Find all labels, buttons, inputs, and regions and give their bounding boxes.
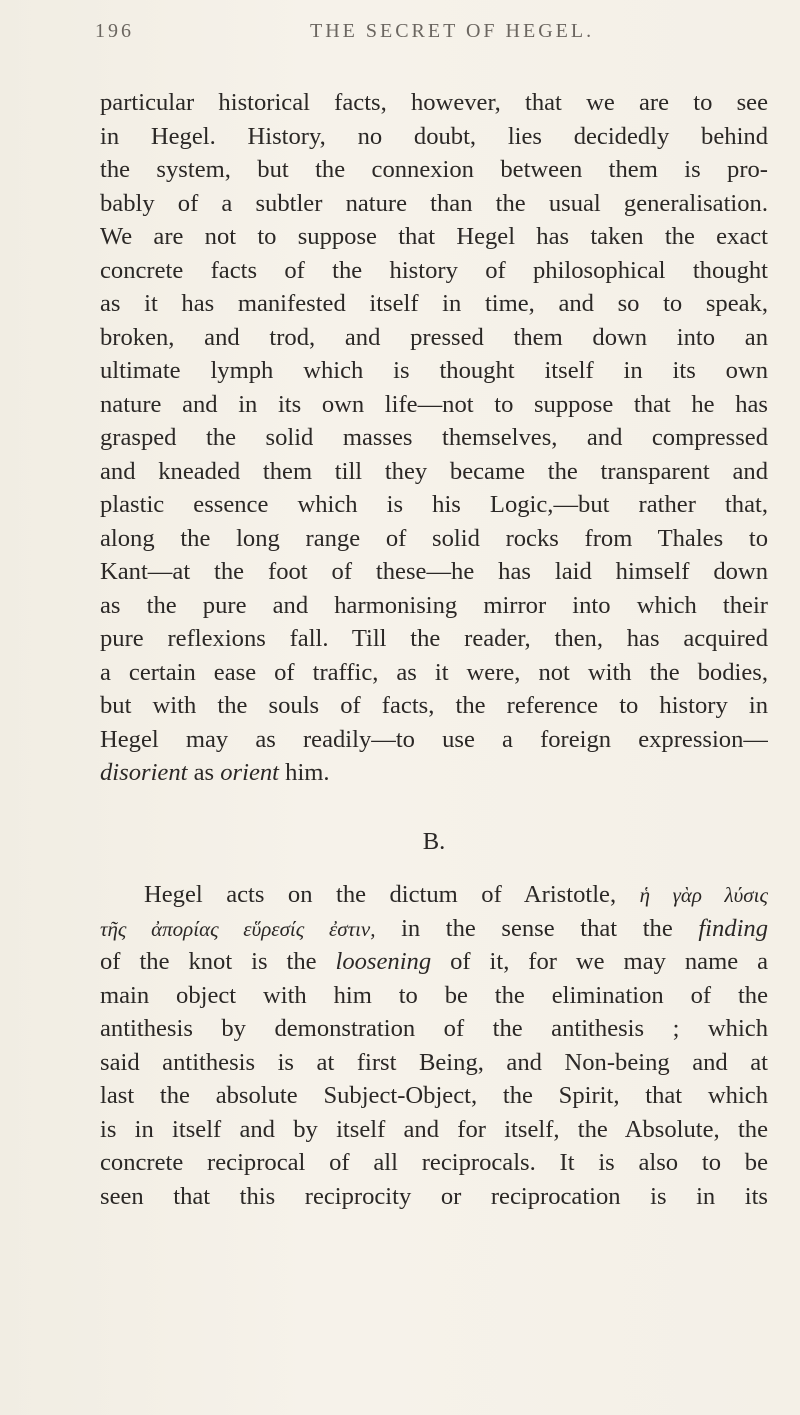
text-line: main object with him to be the elimination of the: [100, 981, 768, 1009]
text-line: nature and in its own life—not to suppose that he has: [100, 390, 768, 418]
text-fragment: of it, for we may name a: [431, 948, 768, 975]
text-line: the system, but the connexion between them is pro-: [100, 156, 768, 183]
text-line: [100, 756, 768, 790]
italic-word: loosening: [335, 948, 432, 975]
text-line: as it has manifested itself in time, and so to speak,: [100, 290, 768, 317]
italic-word: finding: [698, 914, 768, 942]
text-line: [100, 878, 768, 912]
page-header: [95, 20, 760, 50]
text-line: a certain ease of traffic, as it were, not with the bodies,: [100, 658, 768, 686]
text-line: but with the souls of facts, the reference to history in: [100, 692, 768, 719]
text-line: particular historical facts, however, that we are to see: [100, 89, 768, 116]
running-title: THE SECRET OF HEGEL.: [310, 20, 595, 42]
text-line: Kant—at the foot of these—he has laid himself down: [100, 558, 768, 585]
page-number: 196: [95, 20, 134, 42]
text-line: bably of a subtler nature than the usual generalisation.: [100, 189, 768, 217]
text-line: We are not to suppose that Hegel has taken the exact: [100, 223, 768, 250]
paragraph-2: [100, 878, 768, 1213]
text-line: said antithesis is at first Being, and Non-being and at: [100, 1048, 768, 1076]
text-line: as the pure and harmonising mirror into which their: [100, 591, 768, 619]
text-fragment: in the sense that the: [375, 914, 699, 942]
text-line: and kneaded them till they became the transparent and: [100, 457, 768, 485]
text-fragment: as: [187, 759, 221, 786]
text-line: plastic essence which is his Logic,—but rather that,: [100, 491, 768, 518]
text-line: antithesis by demonstration of the antithesis ; which: [100, 1015, 768, 1042]
text-line: broken, and trod, and pressed them down into an: [100, 323, 768, 351]
text-line: pure reflexions fall. Till the reader, then, has acquired: [100, 625, 768, 652]
text-line: along the long range of solid rocks from Thales to: [100, 524, 768, 552]
text-fragment: of the knot is the: [100, 948, 336, 975]
section-heading: B.: [422, 827, 446, 855]
text-line: concrete reciprocal of all reciprocals. It is also to be: [100, 1149, 768, 1176]
text-line: ultimate lymph which is thought itself in its own: [100, 357, 768, 384]
greek-quote: ἡ γὰρ λύσις: [639, 883, 768, 907]
text-line: grasped the solid masses themselves, and compressed: [100, 424, 768, 451]
text-line: [100, 912, 768, 946]
text-line: concrete facts of the history of philosophical thought: [100, 256, 768, 284]
text-fragment: Hegel acts on the dictum of Aristotle,: [144, 881, 617, 908]
text-line: Hegel may as readily—to use a foreign expression—: [100, 725, 768, 753]
text-line: [100, 945, 768, 979]
text-line: in Hegel. History, no doubt, lies decidedly behind: [100, 122, 768, 150]
greek-quote: τῆς ἀπορίας εὕρεσίς ἐστιν,: [100, 916, 376, 941]
paragraph-1: [100, 86, 768, 790]
text-line: last the absolute Subject-Object, the Spirit, that which: [100, 1082, 768, 1109]
text-fragment: him.: [279, 759, 330, 786]
text-line: seen that this reciprocity or reciprocation is in its: [100, 1182, 768, 1210]
body-text: [100, 86, 768, 1213]
italic-word: orient: [220, 759, 279, 786]
italic-word: disorient: [100, 759, 188, 786]
text-line: is in itself and by itself and for itself, the Absolute, the: [100, 1115, 768, 1143]
